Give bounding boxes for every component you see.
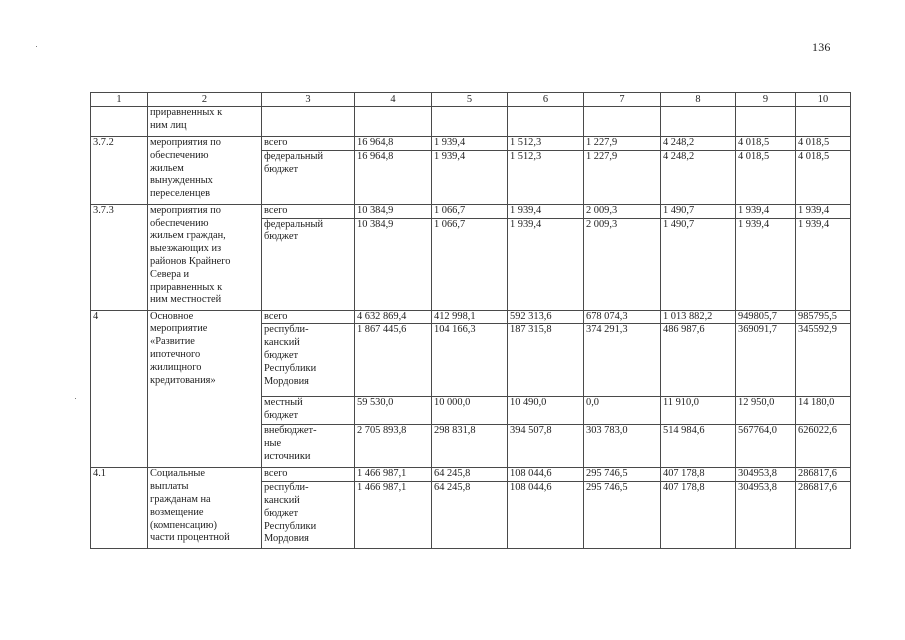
- amount-year: 4 018,5: [796, 137, 851, 151]
- amount-year: 592 313,6: [508, 310, 584, 324]
- amount-year: 1 227,9: [584, 150, 661, 204]
- item-name: мероприятия по обеспечению жильем граждан, выезжающих из районов Крайнего Севера и приравненных к ним местностей: [148, 204, 262, 310]
- amount-year: 187 315,8: [508, 324, 584, 397]
- amount-year: [736, 107, 796, 137]
- amount-year: 1 512,3: [508, 150, 584, 204]
- amount-year: 1 066,7: [432, 204, 508, 218]
- amount-year: 567764,0: [736, 425, 796, 468]
- amount-total: [355, 107, 432, 137]
- amount-year: 2 009,3: [584, 204, 661, 218]
- amount-year: 64 245,8: [432, 468, 508, 482]
- item-number: [91, 107, 148, 137]
- amount-year: 985795,5: [796, 310, 851, 324]
- item-number: 3.7.3: [91, 204, 148, 310]
- funding-source: [262, 107, 355, 137]
- amount-year: 295 746,5: [584, 482, 661, 549]
- amount-total: 16 964,8: [355, 137, 432, 151]
- column-number: 6: [508, 93, 584, 107]
- amount-year: 1 227,9: [584, 137, 661, 151]
- amount-year: 345592,9: [796, 324, 851, 397]
- amount-year: 1 939,4: [796, 218, 851, 310]
- amount-year: [584, 107, 661, 137]
- item-name: Социальные выплаты гражданам на возмещение (компенсацию) части процентной: [148, 468, 262, 549]
- page-number: 136: [812, 40, 831, 54]
- amount-year: 1 066,7: [432, 218, 508, 310]
- item-number: 4.1: [91, 468, 148, 549]
- amount-year: 407 178,8: [661, 482, 736, 549]
- amount-year: 104 166,3: [432, 324, 508, 397]
- column-number-row: [91, 93, 851, 107]
- amount-year: 108 044,6: [508, 482, 584, 549]
- amount-year: 1 939,4: [432, 150, 508, 204]
- amount-total: 2 705 893,8: [355, 425, 432, 468]
- amount-year: 412 998,1: [432, 310, 508, 324]
- amount-year: 303 783,0: [584, 425, 661, 468]
- amount-year: 626022,6: [796, 425, 851, 468]
- funding-source: внебюджет- ные источники: [262, 425, 355, 468]
- amount-year: 1 490,7: [661, 204, 736, 218]
- amount-year: 369091,7: [736, 324, 796, 397]
- funding-source: федеральный бюджет: [262, 150, 355, 204]
- amount-year: 10 000,0: [432, 397, 508, 425]
- funding-source: республи- канский бюджет Республики Мордовия: [262, 482, 355, 549]
- amount-year: [661, 107, 736, 137]
- amount-year: [796, 107, 851, 137]
- table-row: [91, 137, 851, 151]
- amount-year: 64 245,8: [432, 482, 508, 549]
- amount-year: 1 512,3: [508, 137, 584, 151]
- amount-year: 949805,7: [736, 310, 796, 324]
- column-number: 5: [432, 93, 508, 107]
- amount-year: 286817,6: [796, 482, 851, 549]
- table-row: [91, 107, 851, 137]
- amount-year: 407 178,8: [661, 468, 736, 482]
- amount-year: 514 984,6: [661, 425, 736, 468]
- amount-year: 0,0: [584, 397, 661, 425]
- amount-total: 4 632 869,4: [355, 310, 432, 324]
- amount-year: 4 018,5: [736, 137, 796, 151]
- funding-source: местный бюджет: [262, 397, 355, 425]
- item-number: 3.7.2: [91, 137, 148, 205]
- amount-total: 1 466 987,1: [355, 482, 432, 549]
- amount-year: 304953,8: [736, 468, 796, 482]
- amount-year: 10 490,0: [508, 397, 584, 425]
- column-number: 10: [796, 93, 851, 107]
- amount-year: 394 507,8: [508, 425, 584, 468]
- amount-year: 486 987,6: [661, 324, 736, 397]
- funding-source: всего: [262, 137, 355, 151]
- amount-total: 16 964,8: [355, 150, 432, 204]
- amount-year: 298 831,8: [432, 425, 508, 468]
- amount-year: 286817,6: [796, 468, 851, 482]
- budget-table: [90, 92, 851, 549]
- amount-year: 1 939,4: [796, 204, 851, 218]
- amount-year: 12 950,0: [736, 397, 796, 425]
- amount-year: 1 939,4: [736, 204, 796, 218]
- item-name: мероприятия по обеспечению жильем вынужденных переселенцев: [148, 137, 262, 205]
- amount-year: 14 180,0: [796, 397, 851, 425]
- amount-year: 1 939,4: [432, 137, 508, 151]
- amount-year: 374 291,3: [584, 324, 661, 397]
- column-number: 2: [148, 93, 262, 107]
- table-row: [91, 468, 851, 482]
- item-number: 4: [91, 310, 148, 468]
- scan-speck: [75, 398, 76, 399]
- funding-source: всего: [262, 204, 355, 218]
- item-name: Основное мероприятие «Развитие ипотечного жилищного кредитования»: [148, 310, 262, 468]
- funding-source: всего: [262, 468, 355, 482]
- amount-year: 1 939,4: [508, 204, 584, 218]
- amount-total: 10 384,9: [355, 204, 432, 218]
- table-row: [91, 310, 851, 324]
- amount-year: 2 009,3: [584, 218, 661, 310]
- amount-year: 4 018,5: [736, 150, 796, 204]
- amount-year: 11 910,0: [661, 397, 736, 425]
- funding-source: всего: [262, 310, 355, 324]
- amount-year: 4 018,5: [796, 150, 851, 204]
- amount-year: 295 746,5: [584, 468, 661, 482]
- amount-total: 10 384,9: [355, 218, 432, 310]
- amount-year: 678 074,3: [584, 310, 661, 324]
- scan-speck: [36, 46, 37, 47]
- item-name: приравненных к ним лиц: [148, 107, 262, 137]
- amount-year: 1 490,7: [661, 218, 736, 310]
- amount-year: 1 939,4: [508, 218, 584, 310]
- amount-year: 4 248,2: [661, 137, 736, 151]
- column-number: 8: [661, 93, 736, 107]
- amount-year: 1 939,4: [736, 218, 796, 310]
- column-number: 1: [91, 93, 148, 107]
- amount-total: 59 530,0: [355, 397, 432, 425]
- amount-year: 1 013 882,2: [661, 310, 736, 324]
- amount-year: 304953,8: [736, 482, 796, 549]
- amount-total: 1 466 987,1: [355, 468, 432, 482]
- amount-year: 108 044,6: [508, 468, 584, 482]
- column-number: 9: [736, 93, 796, 107]
- funding-source: республи- канский бюджет Республики Мордовия: [262, 324, 355, 397]
- funding-source: федеральный бюджет: [262, 218, 355, 310]
- table-row: [91, 204, 851, 218]
- column-number: 4: [355, 93, 432, 107]
- column-number: 7: [584, 93, 661, 107]
- amount-year: 4 248,2: [661, 150, 736, 204]
- amount-total: 1 867 445,6: [355, 324, 432, 397]
- column-number: 3: [262, 93, 355, 107]
- amount-year: [432, 107, 508, 137]
- amount-year: [508, 107, 584, 137]
